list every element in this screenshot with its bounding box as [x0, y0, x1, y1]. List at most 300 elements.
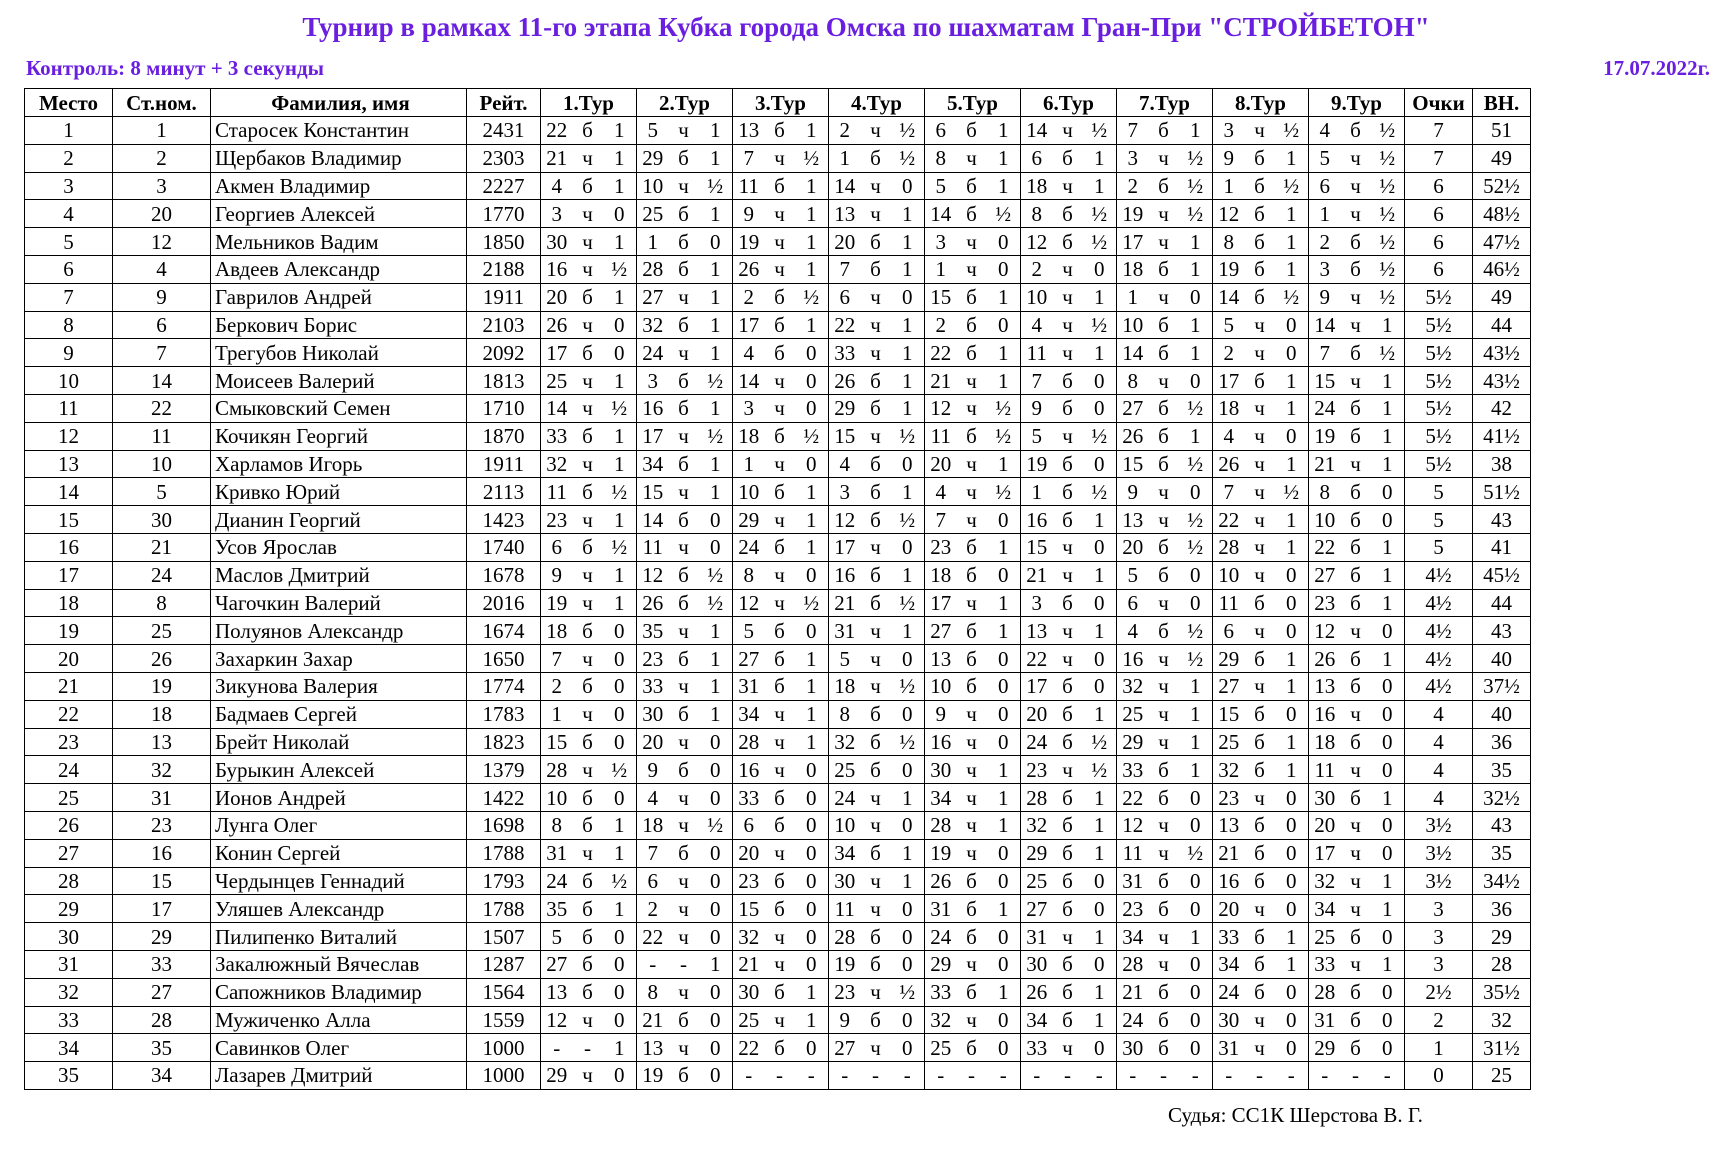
round-opponent-cell: 22	[1213, 506, 1245, 534]
player-name-cell: Авдеев Александр	[211, 255, 467, 283]
round-opponent-cell: 23	[925, 533, 957, 561]
round-result-cell: ½	[795, 422, 829, 450]
player-name-cell: Акмен Владимир	[211, 172, 467, 200]
round-result-cell: 1	[1275, 645, 1309, 673]
round-opponent-cell: 4	[1117, 617, 1149, 645]
round-color-cell: б	[1053, 839, 1083, 867]
round-opponent-cell: 21	[1021, 561, 1053, 589]
round-color-cell: ч	[1053, 283, 1083, 311]
round-result-cell: 0	[1083, 394, 1117, 422]
points-cell: 5½	[1405, 450, 1473, 478]
round-opponent-cell: 7	[1021, 367, 1053, 395]
round-result-cell: 0	[1179, 561, 1213, 589]
round-opponent-cell: 20	[733, 839, 765, 867]
round-color-cell: -	[1341, 1062, 1371, 1090]
round-color-cell: ч	[957, 950, 987, 978]
round-opponent-cell: 9	[541, 561, 573, 589]
tiebreak-cell: 29	[1473, 923, 1531, 951]
round-result-cell: 0	[1371, 617, 1405, 645]
table-row	[25, 144, 1531, 172]
rating-cell: 1423	[467, 506, 541, 534]
round-color-cell: б	[1245, 228, 1275, 256]
round-result-cell: 0	[1275, 1006, 1309, 1034]
start-number-cell: 30	[113, 506, 211, 534]
round-opponent-cell: 29	[541, 1062, 573, 1090]
round-result-cell: 1	[1275, 533, 1309, 561]
round-color-cell: ч	[957, 700, 987, 728]
round-result-cell: 1	[987, 617, 1021, 645]
round-color-cell: ч	[1149, 672, 1179, 700]
round-opponent-cell: 30	[1213, 1006, 1245, 1034]
round-result-cell: 1	[795, 255, 829, 283]
round-opponent-cell: 5	[541, 923, 573, 951]
tiebreak-cell: 32	[1473, 1006, 1531, 1034]
round-opponent-cell: 34	[829, 839, 861, 867]
round-result-cell: 0	[987, 728, 1021, 756]
table-row	[25, 811, 1531, 839]
round-opponent-cell: 22	[1021, 645, 1053, 673]
round-opponent-cell: 34	[733, 700, 765, 728]
round-result-cell: 1	[987, 450, 1021, 478]
player-name-cell: Сапожников Владимир	[211, 978, 467, 1006]
table-row	[25, 561, 1531, 589]
round-color-cell: б	[957, 117, 987, 145]
round-result-cell: 0	[699, 839, 733, 867]
round-opponent-cell: 21	[541, 144, 573, 172]
round-result-cell: 1	[1371, 645, 1405, 673]
round-result-cell: 0	[1371, 700, 1405, 728]
round-color-cell: ч	[1053, 1034, 1083, 1062]
round-result-cell: 1	[987, 117, 1021, 145]
round-opponent-cell: 7	[637, 839, 669, 867]
round-result-cell: ½	[1083, 228, 1117, 256]
round-color-cell: б	[861, 561, 891, 589]
round-color-cell: ч	[765, 1006, 795, 1034]
table-row	[25, 950, 1531, 978]
round-result-cell: 0	[1371, 728, 1405, 756]
round-color-cell: б	[669, 589, 699, 617]
round-result-cell: 0	[1083, 672, 1117, 700]
round-opponent-cell: 14	[637, 506, 669, 534]
round-opponent-cell: -	[541, 1034, 573, 1062]
round-color-cell: -	[669, 950, 699, 978]
tiebreak-cell: 35½	[1473, 978, 1531, 1006]
round-result-cell: 1	[987, 784, 1021, 812]
round-result-cell: 0	[1083, 533, 1117, 561]
round-result-cell: ½	[603, 867, 637, 895]
table-row	[25, 255, 1531, 283]
player-name-cell: Полуянов Александр	[211, 617, 467, 645]
points-cell: 5½	[1405, 339, 1473, 367]
round-color-cell: б	[669, 700, 699, 728]
round-opponent-cell: 16	[1021, 506, 1053, 534]
round-opponent-cell: 7	[1117, 117, 1149, 145]
round-color-cell: б	[1245, 589, 1275, 617]
place-cell: 16	[25, 533, 113, 561]
round-result-cell: 1	[1371, 950, 1405, 978]
round-opponent-cell: 16	[1309, 700, 1341, 728]
round-opponent-cell: 19	[829, 950, 861, 978]
start-number-cell: 23	[113, 811, 211, 839]
round-opponent-cell: 8	[829, 700, 861, 728]
round-opponent-cell: 9	[925, 700, 957, 728]
round-result-cell: 1	[1371, 450, 1405, 478]
round-color-cell: ч	[1341, 867, 1371, 895]
round-opponent-cell: 33	[733, 784, 765, 812]
round-color-cell: б	[765, 117, 795, 145]
place-cell: 8	[25, 311, 113, 339]
round-result-cell: 0	[603, 617, 637, 645]
round-result-cell: 0	[699, 923, 733, 951]
round-opponent-cell: 8	[1117, 367, 1149, 395]
round-result-cell: 1	[699, 672, 733, 700]
player-name-cell: Ионов Андрей	[211, 784, 467, 812]
start-number-cell: 21	[113, 533, 211, 561]
round-color-cell: ч	[957, 839, 987, 867]
rating-cell: 1559	[467, 1006, 541, 1034]
rating-cell: 2016	[467, 589, 541, 617]
round-color-cell: ч	[1149, 283, 1179, 311]
round-result-cell: 0	[1371, 1006, 1405, 1034]
start-number-cell: 27	[113, 978, 211, 1006]
round-color-cell: б	[669, 756, 699, 784]
round-color-cell: б	[1053, 506, 1083, 534]
round-color-cell: б	[1053, 672, 1083, 700]
round-color-cell: б	[573, 478, 603, 506]
round-color-cell: б	[1149, 172, 1179, 200]
start-number-cell: 7	[113, 339, 211, 367]
round-result-cell: 1	[987, 811, 1021, 839]
round-result-cell: 0	[891, 895, 925, 923]
round-opponent-cell: 12	[1213, 200, 1245, 228]
round-opponent-cell: 34	[1213, 950, 1245, 978]
round-color-cell: б	[1149, 117, 1179, 145]
round-opponent-cell: 29	[1117, 728, 1149, 756]
round-color-cell: б	[573, 895, 603, 923]
round-color-cell: ч	[1245, 672, 1275, 700]
round-color-cell: ч	[669, 422, 699, 450]
round-opponent-cell: 34	[1021, 1006, 1053, 1034]
round-color-cell: ч	[861, 1034, 891, 1062]
round-result-cell: 1	[1083, 172, 1117, 200]
round-result-cell: 0	[1275, 561, 1309, 589]
round-color-cell: б	[573, 672, 603, 700]
round-result-cell: ½	[1083, 756, 1117, 784]
round-opponent-cell: 2	[829, 117, 861, 145]
round-opponent-cell: 27	[1309, 561, 1341, 589]
round-color-cell: б	[957, 923, 987, 951]
round-color-cell: ч	[1341, 700, 1371, 728]
round-result-cell: 0	[891, 172, 925, 200]
round-opponent-cell: 29	[1213, 645, 1245, 673]
round-color-cell: ч	[1053, 756, 1083, 784]
table-row	[25, 367, 1531, 395]
round-color-cell: ч	[573, 200, 603, 228]
points-cell: 5	[1405, 533, 1473, 561]
place-cell: 21	[25, 672, 113, 700]
round-color-cell: б	[1149, 394, 1179, 422]
round-result-cell: 1	[1083, 506, 1117, 534]
tiebreak-cell: 31½	[1473, 1034, 1531, 1062]
round-color-cell: б	[573, 923, 603, 951]
round-color-cell: ч	[573, 144, 603, 172]
round-color-cell: ч	[669, 1034, 699, 1062]
tiebreak-cell: 48½	[1473, 200, 1531, 228]
round-color-cell: б	[669, 1006, 699, 1034]
round-color-cell: ч	[669, 923, 699, 951]
round-color-cell: ч	[669, 617, 699, 645]
round-color-cell: б	[1341, 672, 1371, 700]
round-color-cell: ч	[1245, 311, 1275, 339]
round-color-cell: б	[1341, 394, 1371, 422]
round-opponent-cell: 33	[1213, 923, 1245, 951]
round-result-cell: 1	[1275, 923, 1309, 951]
round-opponent-cell: 1	[733, 450, 765, 478]
round-opponent-cell: 32	[1021, 811, 1053, 839]
round-opponent-cell: 8	[925, 144, 957, 172]
round-result-cell: 1	[987, 144, 1021, 172]
round-color-cell: ч	[669, 533, 699, 561]
round-color-cell: б	[861, 144, 891, 172]
round-color-cell: ч	[1149, 728, 1179, 756]
rating-cell: 1911	[467, 450, 541, 478]
round-color-cell: б	[957, 311, 987, 339]
round-result-cell: 1	[699, 450, 733, 478]
round-color-cell: б	[1053, 895, 1083, 923]
table-row	[25, 923, 1531, 951]
round-result-cell: ½	[1083, 422, 1117, 450]
round-result-cell: 1	[891, 367, 925, 395]
points-cell: 4	[1405, 756, 1473, 784]
round-result-cell: 0	[987, 950, 1021, 978]
round-color-cell: б	[1245, 700, 1275, 728]
tiebreak-cell: 40	[1473, 700, 1531, 728]
rating-cell: 1710	[467, 394, 541, 422]
round-result-cell: 0	[795, 895, 829, 923]
round-result-cell: 0	[1371, 478, 1405, 506]
round-color-cell: ч	[957, 228, 987, 256]
start-number-cell: 1	[113, 117, 211, 145]
round-result-cell: 0	[891, 1034, 925, 1062]
round-opponent-cell: 3	[733, 394, 765, 422]
round-opponent-cell: 26	[925, 867, 957, 895]
round-result-cell: ½	[1179, 172, 1213, 200]
round-opponent-cell: -	[925, 1062, 957, 1090]
round-opponent-cell: 4	[541, 172, 573, 200]
round-color-cell: ч	[765, 589, 795, 617]
round-opponent-cell: 28	[1309, 978, 1341, 1006]
round-color-cell: ч	[1149, 367, 1179, 395]
round-opponent-cell: 20	[925, 450, 957, 478]
place-cell: 20	[25, 645, 113, 673]
round-result-cell: ½	[1371, 144, 1405, 172]
round-color-cell: ч	[573, 228, 603, 256]
header-points: Очки	[1405, 89, 1473, 117]
round-color-cell: б	[1149, 561, 1179, 589]
round-opponent-cell: 24	[1309, 394, 1341, 422]
round-result-cell: 1	[699, 950, 733, 978]
round-opponent-cell: 3	[541, 200, 573, 228]
tiebreak-cell: 25	[1473, 1062, 1531, 1090]
round-color-cell: ч	[765, 450, 795, 478]
round-result-cell: 0	[699, 867, 733, 895]
round-opponent-cell: 3	[1309, 255, 1341, 283]
round-opponent-cell: 22	[1309, 533, 1341, 561]
round-result-cell: 1	[987, 367, 1021, 395]
table-row	[25, 1006, 1531, 1034]
round-color-cell: ч	[861, 172, 891, 200]
round-result-cell: 1	[699, 283, 733, 311]
round-result-cell: 1	[699, 144, 733, 172]
round-result-cell: 1	[987, 283, 1021, 311]
round-opponent-cell: 5	[1021, 422, 1053, 450]
place-cell: 30	[25, 923, 113, 951]
round-color-cell: ч	[1341, 450, 1371, 478]
round-opponent-cell: 18	[733, 422, 765, 450]
round-result-cell: 0	[987, 255, 1021, 283]
round-result-cell: 0	[699, 533, 733, 561]
round-result-cell: 1	[795, 172, 829, 200]
round-color-cell: б	[1245, 867, 1275, 895]
round-result-cell: 0	[1179, 784, 1213, 812]
round-opponent-cell: 21	[1309, 450, 1341, 478]
round-color-cell: ч	[573, 589, 603, 617]
round-result-cell: 0	[1179, 811, 1213, 839]
round-result-cell: 0	[1083, 1034, 1117, 1062]
round-color-cell: ч	[573, 1006, 603, 1034]
round-color-cell: ч	[1245, 561, 1275, 589]
round-result-cell: 1	[603, 283, 637, 311]
round-opponent-cell: 3	[829, 478, 861, 506]
round-color-cell: ч	[1053, 255, 1083, 283]
round-color-cell: б	[1341, 339, 1371, 367]
tiebreak-cell: 41	[1473, 533, 1531, 561]
round-color-cell: б	[1341, 1034, 1371, 1062]
round-opponent-cell: 8	[1309, 478, 1341, 506]
round-result-cell: 0	[699, 728, 733, 756]
player-name-cell: Дианин Георгий	[211, 506, 467, 534]
round-opponent-cell: 28	[1213, 533, 1245, 561]
round-color-cell: ч	[669, 811, 699, 839]
rating-cell: 2431	[467, 117, 541, 145]
round-result-cell: 1	[1275, 672, 1309, 700]
round-color-cell: ч	[957, 728, 987, 756]
table-row	[25, 645, 1531, 673]
round-opponent-cell: 21	[829, 589, 861, 617]
round-opponent-cell: 13	[925, 645, 957, 673]
tiebreak-cell: 49	[1473, 283, 1531, 311]
round-opponent-cell: 12	[925, 394, 957, 422]
tiebreak-cell: 34½	[1473, 867, 1531, 895]
round-result-cell: ½	[699, 561, 733, 589]
round-color-cell: б	[1341, 506, 1371, 534]
round-result-cell: 0	[699, 228, 733, 256]
round-result-cell: 1	[987, 172, 1021, 200]
round-opponent-cell: 20	[637, 728, 669, 756]
round-opponent-cell: 31	[1117, 867, 1149, 895]
round-opponent-cell: 8	[1213, 228, 1245, 256]
round-color-cell: б	[669, 228, 699, 256]
start-number-cell: 5	[113, 478, 211, 506]
round-result-cell: 1	[891, 867, 925, 895]
round-result-cell: 1	[1371, 311, 1405, 339]
points-cell: 6	[1405, 172, 1473, 200]
round-color-cell: ч	[1245, 394, 1275, 422]
round-opponent-cell: 28	[1021, 784, 1053, 812]
round-result-cell: ½	[795, 283, 829, 311]
round-result-cell: 0	[795, 839, 829, 867]
round-result-cell: 0	[1371, 839, 1405, 867]
round-opponent-cell: 10	[925, 672, 957, 700]
round-result-cell: 0	[1275, 839, 1309, 867]
round-result-cell: 0	[603, 339, 637, 367]
player-name-cell: Моисеев Валерий	[211, 367, 467, 395]
round-opponent-cell: 9	[1213, 144, 1245, 172]
round-color-cell: б	[669, 506, 699, 534]
round-opponent-cell: 30	[1021, 950, 1053, 978]
round-color-cell: ч	[1149, 923, 1179, 951]
round-result-cell: ½	[1371, 255, 1405, 283]
player-name-cell: Лунга Олег	[211, 811, 467, 839]
round-result-cell: 1	[603, 811, 637, 839]
round-color-cell: б	[1149, 311, 1179, 339]
start-number-cell: 16	[113, 839, 211, 867]
round-color-cell: ч	[861, 422, 891, 450]
round-color-cell: ч	[765, 367, 795, 395]
round-opponent-cell: 15	[1021, 533, 1053, 561]
round-opponent-cell: 8	[1021, 200, 1053, 228]
round-result-cell: 1	[699, 339, 733, 367]
round-opponent-cell: 24	[733, 533, 765, 561]
tiebreak-cell: 40	[1473, 645, 1531, 673]
table-row	[25, 422, 1531, 450]
round-result-cell: 0	[603, 923, 637, 951]
round-color-cell: б	[1245, 728, 1275, 756]
round-color-cell: ч	[1341, 617, 1371, 645]
round-color-cell: б	[669, 394, 699, 422]
table-row	[25, 311, 1531, 339]
round-result-cell: 0	[603, 700, 637, 728]
round-opponent-cell: 11	[733, 172, 765, 200]
round-opponent-cell: 31	[1021, 923, 1053, 951]
round-opponent-cell: 10	[541, 784, 573, 812]
round-result-cell: ½	[1083, 478, 1117, 506]
round-result-cell: 1	[1083, 1006, 1117, 1034]
round-color-cell: б	[861, 923, 891, 951]
round-color-cell: ч	[957, 756, 987, 784]
round-opponent-cell: -	[1117, 1062, 1149, 1090]
round-color-cell: ч	[573, 756, 603, 784]
round-color-cell: б	[861, 450, 891, 478]
round-result-cell: 0	[987, 867, 1021, 895]
round-color-cell: б	[861, 589, 891, 617]
round-result-cell: 1	[699, 700, 733, 728]
rating-cell: 1774	[467, 672, 541, 700]
round-color-cell: б	[573, 728, 603, 756]
round-result-cell: 0	[1371, 1034, 1405, 1062]
tiebreak-cell: 35	[1473, 756, 1531, 784]
rating-cell: 1788	[467, 895, 541, 923]
round-result-cell: 1	[1275, 756, 1309, 784]
round-opponent-cell: 21	[925, 367, 957, 395]
round-opponent-cell: 14	[1213, 283, 1245, 311]
round-result-cell: 1	[891, 617, 925, 645]
round-color-cell: ч	[1245, 506, 1275, 534]
round-result-cell: 1	[795, 672, 829, 700]
round-color-cell: ч	[1053, 422, 1083, 450]
player-name-cell: Гаврилов Андрей	[211, 283, 467, 311]
points-cell: 4½	[1405, 561, 1473, 589]
